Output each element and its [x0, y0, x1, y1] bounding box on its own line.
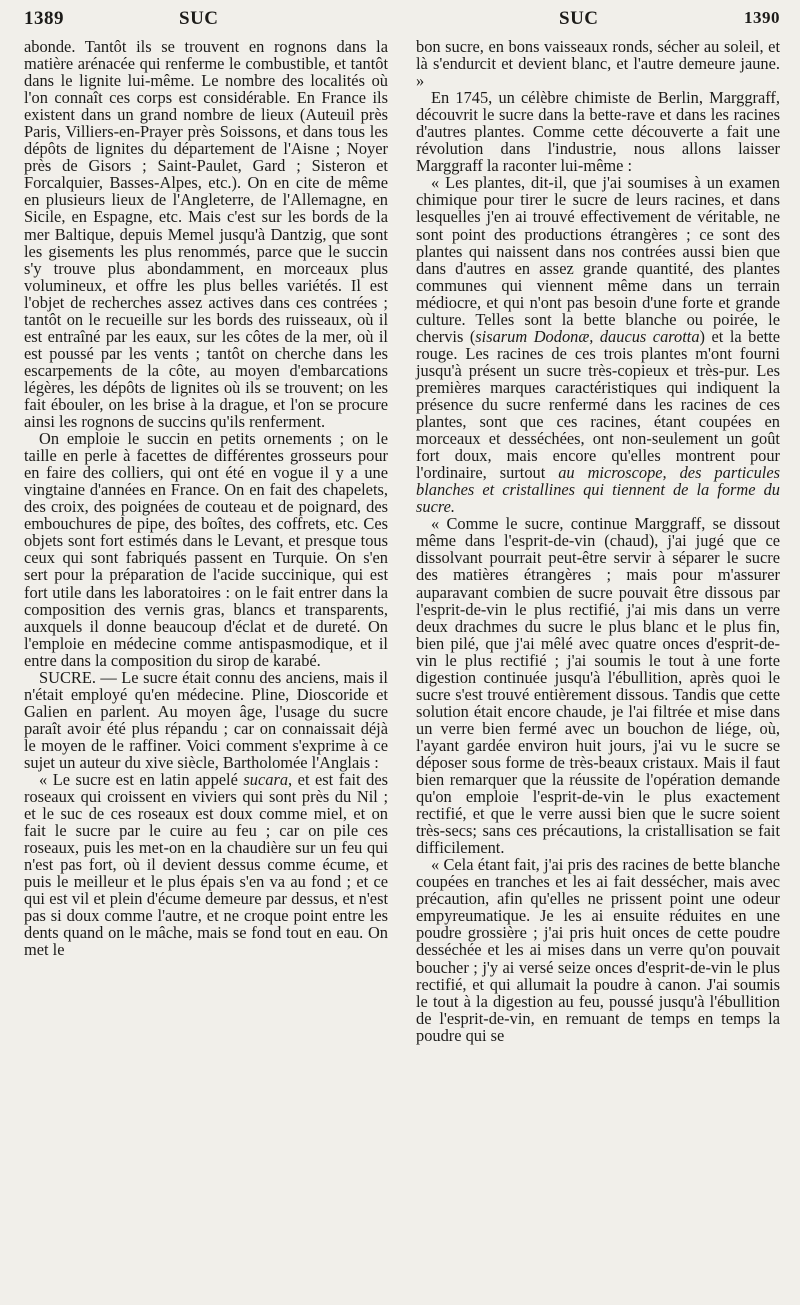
- paragraph-plants: [416, 174, 780, 515]
- quotation-italic-term: sucara: [243, 770, 289, 790]
- right-column: [416, 38, 780, 1044]
- plants-microscope-italic: au microscope, des particules blanches et cristallines qui tiennent de la forme du sucre.: [416, 463, 780, 517]
- left-page-number: 1389: [24, 8, 64, 29]
- right-running-word: SUC: [559, 8, 599, 29]
- paragraph-quotation-end: bon sucre, en bons vaisseaux ronds, sécher au soleil, et là s'endurcit et devient blanc, et l'autre demeure jaune. »: [416, 37, 780, 91]
- plants-latin-names: sisarum Dodonæ, daucus carotta: [475, 326, 700, 346]
- plants-text-a: « Les plantes, dit-il, que j'ai soumises à un examen chimique pour tirer le sucre de leurs racines, et dans lesquelles j'en ai trouvé effectivement de véritable, ne sont point des productions étrangères ; ce sont des plantes qui naissent dans nos contrées aussi bien que dans d'autres en assez grande quantité, des plantes communes qui viennent même dans un terrain médiocre, et qui n'ont pas besoin d'une forte et grande culture. Telles sont la bette blanche ou poirée, le chervis (: [416, 173, 780, 346]
- paragraph-marggraff: En 1745, un célèbre chimiste de Berlin, Marggraff, découvrit le sucre dans la bette-rave et dans les racines d'autres plantes. Comme cette découverte a fait une révolution dans l'industrie, nous allons laisser Marggraff la raconter lui-même :: [416, 88, 780, 176]
- left-running-word: SUC: [179, 8, 219, 29]
- entry-headword: SUCRE.: [39, 667, 96, 687]
- paragraph-sucre-intro: [24, 669, 388, 771]
- entry-text: — Le sucre était connu des anciens, mais il n'était employé qu'en médecine. Pline, Dioscoride et Galien en parlent. Au moyen âge, l'usage du sucre paraît avoir été plus répandu ; car on connaissait déjà le moyen de le raffiner. Voici comment s'exprime à ce sujet un auteur du xive siècle, Bartholomée l'Anglais :: [24, 667, 388, 772]
- right-page-number: 1390: [744, 8, 780, 27]
- paragraph-esprit-de-vin: « Comme le sucre, continue Marggraff, se dissout même dans l'esprit-de-vin (chaud), j'ai jugé que ce dissolvant pourrait peut-être servir à séparer le sucre des matières étrangères ; mais pour m'assurer auparavant combien de sucre pouvait être dissous par l'esprit-de-vin le plus rectifié, j'ai mis dans un verre deux drachmes du sucre le plus blanc et le plus fin, bien pilé, que j'ai mêlé avec quatre onces d'esprit-de-vin le plus rectifié ; j'ai soumis le tout à une forte digestion continuée jusqu'à l'ébullition, après quoi le sucre s'est trouvé entièrement dissous. Tandis que cette solution était encore chaude, je l'ai filtrée et mise dans un verre bien fermé avec un bouchon de liége, où, l'ayant gardée environ huit jours, j'ai vu le sucre se déposer sous forme de très-beaux cristaux. Mais il faut bien remarquer que la réussite de l'opération demande qu'on emploie l'esprit-de-vin le plus exactement rectifié, et que le verre aussi bien que le sucre soient très-secs; sans ces précautions, la cristallisation se fait difficilement.: [416, 514, 780, 858]
- paragraph-succin-uses: On emploie le succin en petits ornements ; on le taille en perle à facettes de différentes grosseurs pour en faire des colliers, qui ont été en vogue il y a une vingtaine d'années en France. On en fait des chapelets, des croix, des poignées de couteau et de poignard, des embouchures de pipe, des boîtes, des coffrets, etc. Ces objets sont fort estimés dans le Levant, et presque tous ceux qui sont fabriqués passent en Turquie. On s'en sert pour la préparation de l'acide succinique, qui est fort utile dans les laboratoires : on le fait entrer dans la composition des vernis gras, blancs et transparents, auxquels il donne beaucoup d'éclat et de dureté. On l'emploie en médecine comme antispasmodique, et il entre dans la composition du sirop de karabé.: [24, 429, 388, 670]
- paragraph-succin-deposits: abonde. Tantôt ils se trouvent en rognons dans la matière arénacée qui renferme le combustible, et tantôt dans le lignite lui-même. Le nombre des localités où l'on connaît ces corps est considérable. En France ils existent dans un grand nombre de lieux (Auteuil près Paris, Villiers-en-Prayer près Soissons, et dans tous les dépôts de lignites du département de l'Aisne ; Noyer près de Gisors ; Saint-Paulet, Gard ; Sisteron et Forcalquier, Basses-Alpes, etc.). On en cite de même en plusieurs lieux de l'Angleterre, de l'Allemagne, en Sicile, en Espagne, etc. Mais c'est sur les bords de la mer Baltique, depuis Memel jusqu'à Dantzig, que sont les gisements les plus renommés, parce que le succin s'y trouve plus abondamment, en morceaux plus volumineux, et offre les plus belles variétés. Il est l'objet de recherches assez actives dans ces contrées ; tantôt on le recueille sur les bords des ruisseaux, où il est entraîné par les eaux, sur les côtes de la mer, où il est poussé par les vents ; tantôt on cherche dans les escarpements de la côte, au moyen d'embarcations légères, les dépôts de lignites où ils se trouvent; on les fait ébouler, on les brise à la drague, et l'on se procure ainsi les rognons de succins qu'ils renferment.: [24, 37, 388, 432]
- left-column: [24, 38, 388, 959]
- paragraph-bette-blanche: « Cela étant fait, j'ai pris des racines de bette blanche coupées en tranches et les ai fait dessécher, mais avec précaution, afin qu'elles ne prissent point une odeur empyreumatique. Je les ai ensuite réduites en une poudre grossière ; j'ai pris huit onces de cette poudre desséchée et les ai mises dans un verre qu'on pouvait boucher ; j'y ai versé seize onces d'esprit-de-vin le plus rectifié, et qui allumait la poudre à canon. J'ai soumis le tout à la digestion au feu, poussé jusqu'à l'ébullition de l'esprit-de-vin, en remuant de temps en temps la poudre qui se: [416, 855, 780, 1045]
- quotation-text-a: « Le sucre est en latin appelé: [39, 770, 244, 790]
- right-running-header: [416, 8, 780, 34]
- paragraph-quotation: [24, 771, 388, 959]
- quotation-text-b: , et est fait des roseaux qui croissent en viviers qui sont près du Nil ; et le suc de ces roseaux est doux comme miel, et on fait le sucre par le cuire au feu ; car on pile ces roseaux, puis les met-on en la chaudière sur un feu qui n'est pas fort, où il devient dessus comme écume, et puis le meilleur et le plus épais s'en va au fond ; et ce qui est vil et plein d'écume demeure par dessus, et n'est pas si doux comme l'autre, et ne croque point entre les dents quand on le mâche, mais se fond tout en eau. On met le: [24, 770, 389, 960]
- left-running-header: [24, 8, 390, 34]
- plants-text-b: ) et la bette rouge. Les racines de ces trois plantes m'ont fourni jusqu'à présent un sucre très-copieux et très-pur. Les premières marques caractéristiques qui indiquent la présence du sucre renfermé dans les racines de ces plantes, sont que ces racines, étant coupées en morceaux et desséchées, ont non-seulement un goût fort doux, mais encore qu'elles montrent pour l'ordinaire, surtout: [416, 326, 780, 483]
